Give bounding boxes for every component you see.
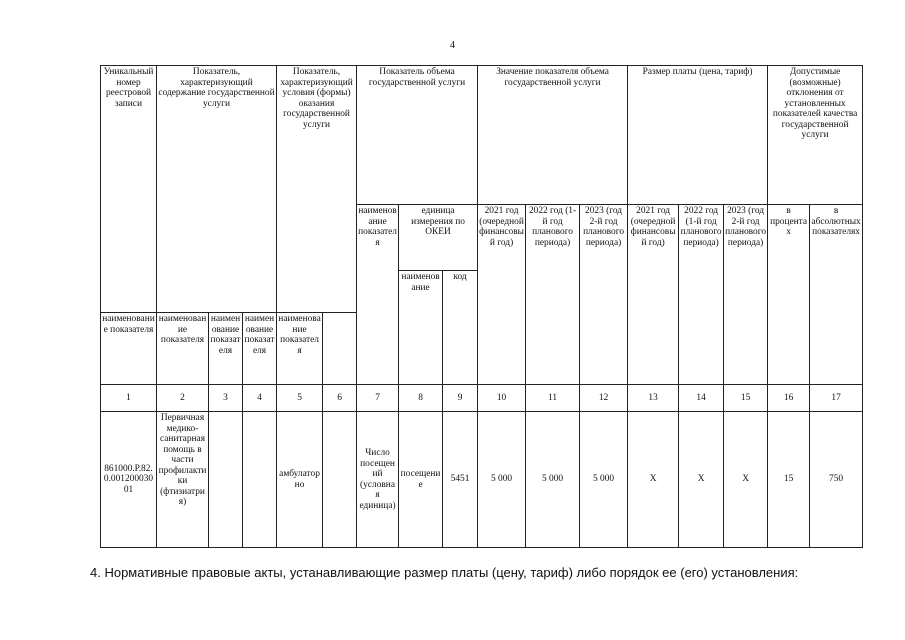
header-unit: единица измерения по ОКЕИ	[399, 205, 478, 271]
column-number: 3	[209, 385, 243, 412]
header-year-2021: 2021 год (очередной финансовый год)	[478, 205, 526, 385]
content-indicator-3	[243, 412, 277, 548]
column-number: 6	[323, 385, 357, 412]
header-registry: Уникальный номер реестровой записи	[101, 66, 157, 313]
column-number: 2	[157, 385, 209, 412]
column-number: 7	[357, 385, 399, 412]
column-number: 17	[810, 385, 863, 412]
column-number: 9	[443, 385, 478, 412]
column-number: 8	[399, 385, 443, 412]
header-indicator-name-2: наименование показателя	[157, 313, 209, 385]
column-number: 12	[580, 385, 628, 412]
column-number: 10	[478, 385, 526, 412]
fee-2022: Х	[679, 412, 724, 548]
column-number: 14	[679, 385, 724, 412]
header-deviations: Допустимые (возможные) отклонения от установленных показателей качества государственной услуги	[768, 66, 863, 205]
header-fee: Размер платы (цена, тариф)	[628, 66, 768, 205]
header-volume-name: наименование показателя	[357, 205, 399, 385]
column-number: 15	[724, 385, 768, 412]
column-number: 4	[243, 385, 277, 412]
header-year-2023: 2023 (год 2-й год планового периода)	[580, 205, 628, 385]
header-volume-value: Значение показателя объема государственной услуги	[478, 66, 628, 205]
header-percent: в процентах	[768, 205, 810, 385]
data-row	[101, 412, 863, 548]
condition-indicator-2	[323, 412, 357, 548]
header-fee-2022: 2022 год (1-й год планового периода)	[679, 205, 724, 385]
registry-number: 861000.Р.82.0.00120003001	[101, 412, 157, 548]
content-indicator-1: Первичная медико-санитарная помощь в части профилактики (фтизиатрия)	[157, 412, 209, 548]
header-conditions-indicator: Показатель, характеризующий условия (формы) оказания государственной услуги	[277, 66, 357, 313]
deviation-absolute: 750	[810, 412, 863, 548]
condition-indicator-1: амбулаторно	[277, 412, 323, 548]
header-fee-2023: 2023 (год 2-й год планового периода)	[724, 205, 768, 385]
page-number: 4	[450, 40, 455, 51]
column-number: 11	[526, 385, 580, 412]
header-absolute: в абсолютных показателях	[810, 205, 863, 385]
content-indicator-2	[209, 412, 243, 548]
header-indicator-name-4: наименование показателя	[243, 313, 277, 385]
fee-2021: Х	[628, 412, 679, 548]
volume-2023: 5 000	[580, 412, 628, 548]
column-number: 5	[277, 385, 323, 412]
volume-indicator-name: Число посещений (условная единица)	[357, 412, 399, 548]
header-volume-indicator: Показатель объема государственной услуги	[357, 66, 478, 205]
deviation-percent: 15	[768, 412, 810, 548]
header-unit-code: код	[443, 271, 478, 385]
unit-name: посещение	[399, 412, 443, 548]
unit-code: 5451	[443, 412, 478, 548]
volume-2022: 5 000	[526, 412, 580, 548]
fee-2023: Х	[724, 412, 768, 548]
column-number: 13	[628, 385, 679, 412]
volume-2021: 5 000	[478, 412, 526, 548]
section-4-heading: 4. Нормативные правовые акты, устанавливающие размер платы (цену, тариф) либо порядок ее (его) установления:	[90, 565, 799, 580]
header-indicator-name-1: наименование показателя	[101, 313, 157, 385]
column-number: 1	[101, 385, 157, 412]
header-indicator-name-3: наименование показателя	[209, 313, 243, 385]
column-number-row	[101, 385, 863, 412]
header-year-2022: 2022 год (1-й год планового периода)	[526, 205, 580, 385]
header-indicator-name-5: наименование показателя	[277, 313, 323, 385]
header-unit-name: наименование	[399, 271, 443, 385]
header-fee-2021: 2021 год (очередной финансовый год)	[628, 205, 679, 385]
header-content-indicator: Показатель, характеризующий содержание государственной услуги	[157, 66, 277, 313]
service-volume-table	[100, 65, 863, 548]
column-number: 16	[768, 385, 810, 412]
header-row-1	[101, 66, 863, 205]
